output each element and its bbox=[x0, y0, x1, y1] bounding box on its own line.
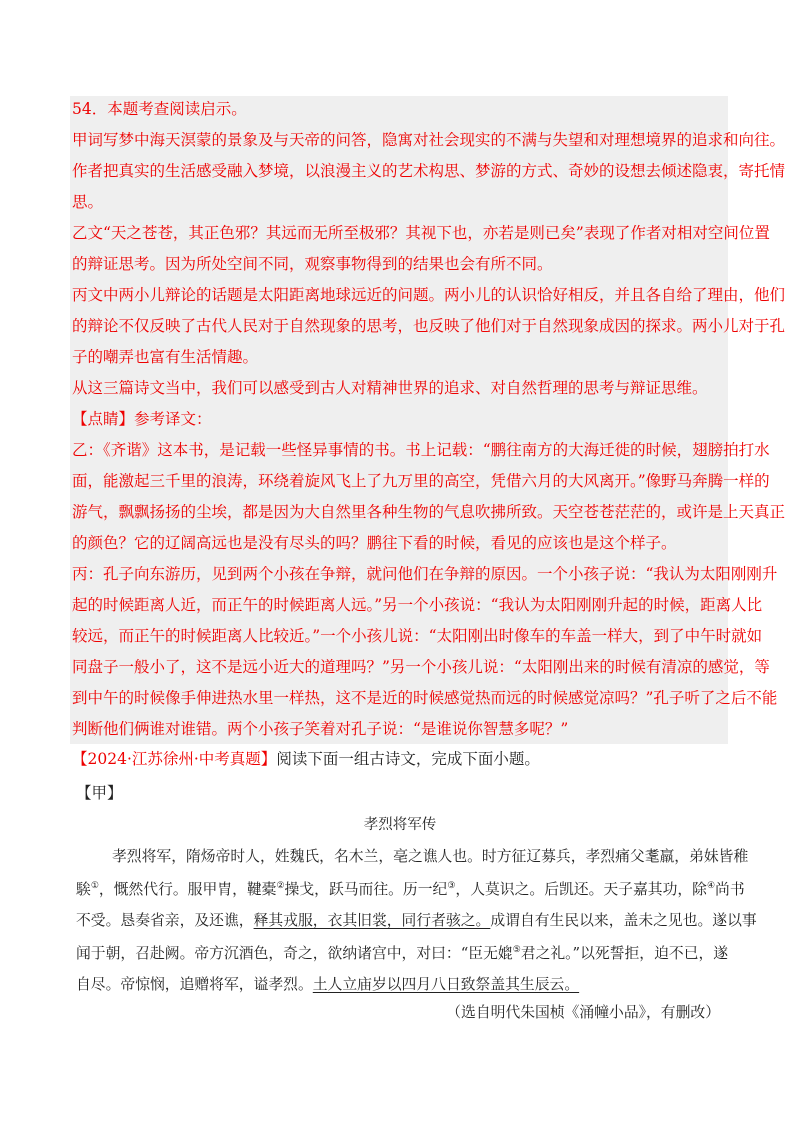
translation-line: 到中午的时候像手伸进热水里一样热，这不是近的时候感觉热而远的时候感觉凉吗？”孔子听了之后不能 bbox=[72, 689, 778, 707]
passage-line: 自尽。帝惊悯，追赠将军，谥孝烈。土人立庙岁以四月八日致祭盖其生辰云。 bbox=[76, 976, 580, 993]
translation-line: 判断他们俩谁对谁错。两个小孩子笑着对孔子说：“是谁说你智慧多呢？” bbox=[72, 720, 569, 738]
underlined-sentence: 土人立庙岁以四月八日致祭盖其生辰云。 bbox=[312, 976, 580, 993]
answer-line: 甲词写梦中海天溟蒙的景象及与天帝的问答，隐寓对社会现实的不满与失望和对理想境界的追求和向往。 bbox=[72, 131, 786, 149]
passage-citation: （选自明代朱国桢《涌幢小品》，有删改） bbox=[446, 1004, 720, 1021]
footnote-marker: ⑤ bbox=[512, 945, 521, 955]
translation-line: 的颜色？它的辽阔高远也是没有尽头的吗？鹏往下看的时候，看见的应该也是这个样子。 bbox=[72, 534, 677, 552]
footnote-marker: ③ bbox=[447, 881, 456, 891]
answer-line: 丙文中两小儿辩论的话题是太阳距离地球远近的问题。两小儿的认识恰好相反，并且各自给了理由，他们 bbox=[72, 286, 786, 304]
answer-line: 作者把真实的生活感受融入梦境，以浪漫主义的艺术构思、梦游的方式、奇妙的设想去倾述隐衷，寄托情 bbox=[72, 162, 786, 180]
answer-line: 乙文“天之苍苍，其正色邪？其远而无所至极邪？其视下也，亦若是则已矣”表现了作者对相对空间位置 bbox=[72, 224, 770, 242]
translation-line: 乙：《齐谐》这本书，是记载一些怪异事情的书。书上记载：“鹏往南方的大海迁徙的时候，翅膀拍打水 bbox=[72, 441, 770, 459]
translation-line: 同盘子一般小了，这不是远小近大的道理吗？”另一个小孩儿说：“太阳刚出来的时候有清凉的感觉，等 bbox=[72, 658, 770, 676]
passage-line: 騃①，慨然代行。服甲胄，鞬橐②操戈，跃马而往。历一纪③，人莫识之。后凯还。天子嘉其功，除④尚书 bbox=[76, 881, 745, 898]
translation-line: 游气，飘飘扬扬的尘埃，都是因为大自然里各种生物的气息吹拂所致。天空苍苍茫茫的，或许是上天真正 bbox=[72, 503, 786, 521]
answer-line: 思。 bbox=[72, 193, 104, 211]
answer-line: 子的嘲弄也富有生活情趣。 bbox=[72, 348, 259, 366]
answer-line: 的辩证思考。因为所处空间不同，观察事物得到的结果也会有所不同。 bbox=[72, 255, 553, 273]
passage-line: 不受。恳奏省亲，及还谯，释其戎服，衣其旧裳，同行者骇之。成谓自有生民以来，盖未之见也。遂以事 bbox=[76, 912, 757, 929]
translation-line: 较远，而正午的时候距离人比较近。”一个小孩儿说：“太阳刚出时像车的车盖一样大，到了中午时就如 bbox=[72, 627, 763, 645]
passage-line: 闻于朝，召赴阙。帝方沉酒色，奇之，欲纳诸宫中，对曰：“臣无媲⑤君之礼。”以死誓拒，迫不已，遂 bbox=[76, 945, 729, 962]
passage-title: 孝烈将军传 bbox=[363, 817, 437, 833]
passage-line: 孝烈将军，隋炀帝时人，姓魏氏，名木兰，亳之谯人也。时方征辽募兵，孝烈痛父耄羸，弟妹皆稚 bbox=[112, 848, 749, 865]
question-instruction: 阅读下面一组古诗文，完成下面小题。 bbox=[276, 750, 540, 768]
footnote-marker: ① bbox=[90, 881, 99, 891]
translation-line: 面，能激起三千里的浪涛，环绕着旋风飞上了九万里的高空，凭借六月的大风离开。”像野马奔腾一样的 bbox=[72, 472, 770, 490]
answer-line: 从这三篇诗文当中，我们可以感受到古人对精神世界的追求、对自然哲理的思考与辩证思维。 bbox=[72, 379, 708, 397]
translation-line: 起的时候距离人近，而正午的时候距离人远。”另一个小孩说：“我认为太阳刚刚升起的时候，距离人比 bbox=[72, 596, 763, 614]
part-label: 【甲】 bbox=[76, 784, 123, 802]
comment-heading: 【点睛】参考译文： bbox=[72, 410, 212, 428]
source-tag: 【2024·江苏徐州·中考真题】 bbox=[72, 750, 277, 768]
translation-line: 丙：孔子向东游历，见到两个小孩在争辩，就问他们在争辩的原因。一个小孩子说：“我认为太阳刚刚升 bbox=[72, 565, 778, 583]
answer-line: 54．本题考查阅读启示。 bbox=[72, 100, 247, 118]
answer-line: 的辩论不仅反映了古代人民对于自然现象的思考，也反映了他们对于自然现象成因的探求。两小儿对于孔 bbox=[72, 317, 786, 335]
footnote-marker: ④ bbox=[706, 881, 716, 891]
underlined-sentence: 释其戎服，衣其旧裳，同行者骇之。 bbox=[253, 912, 491, 929]
footnote-marker: ② bbox=[276, 881, 285, 891]
question-header bbox=[72, 752, 540, 768]
